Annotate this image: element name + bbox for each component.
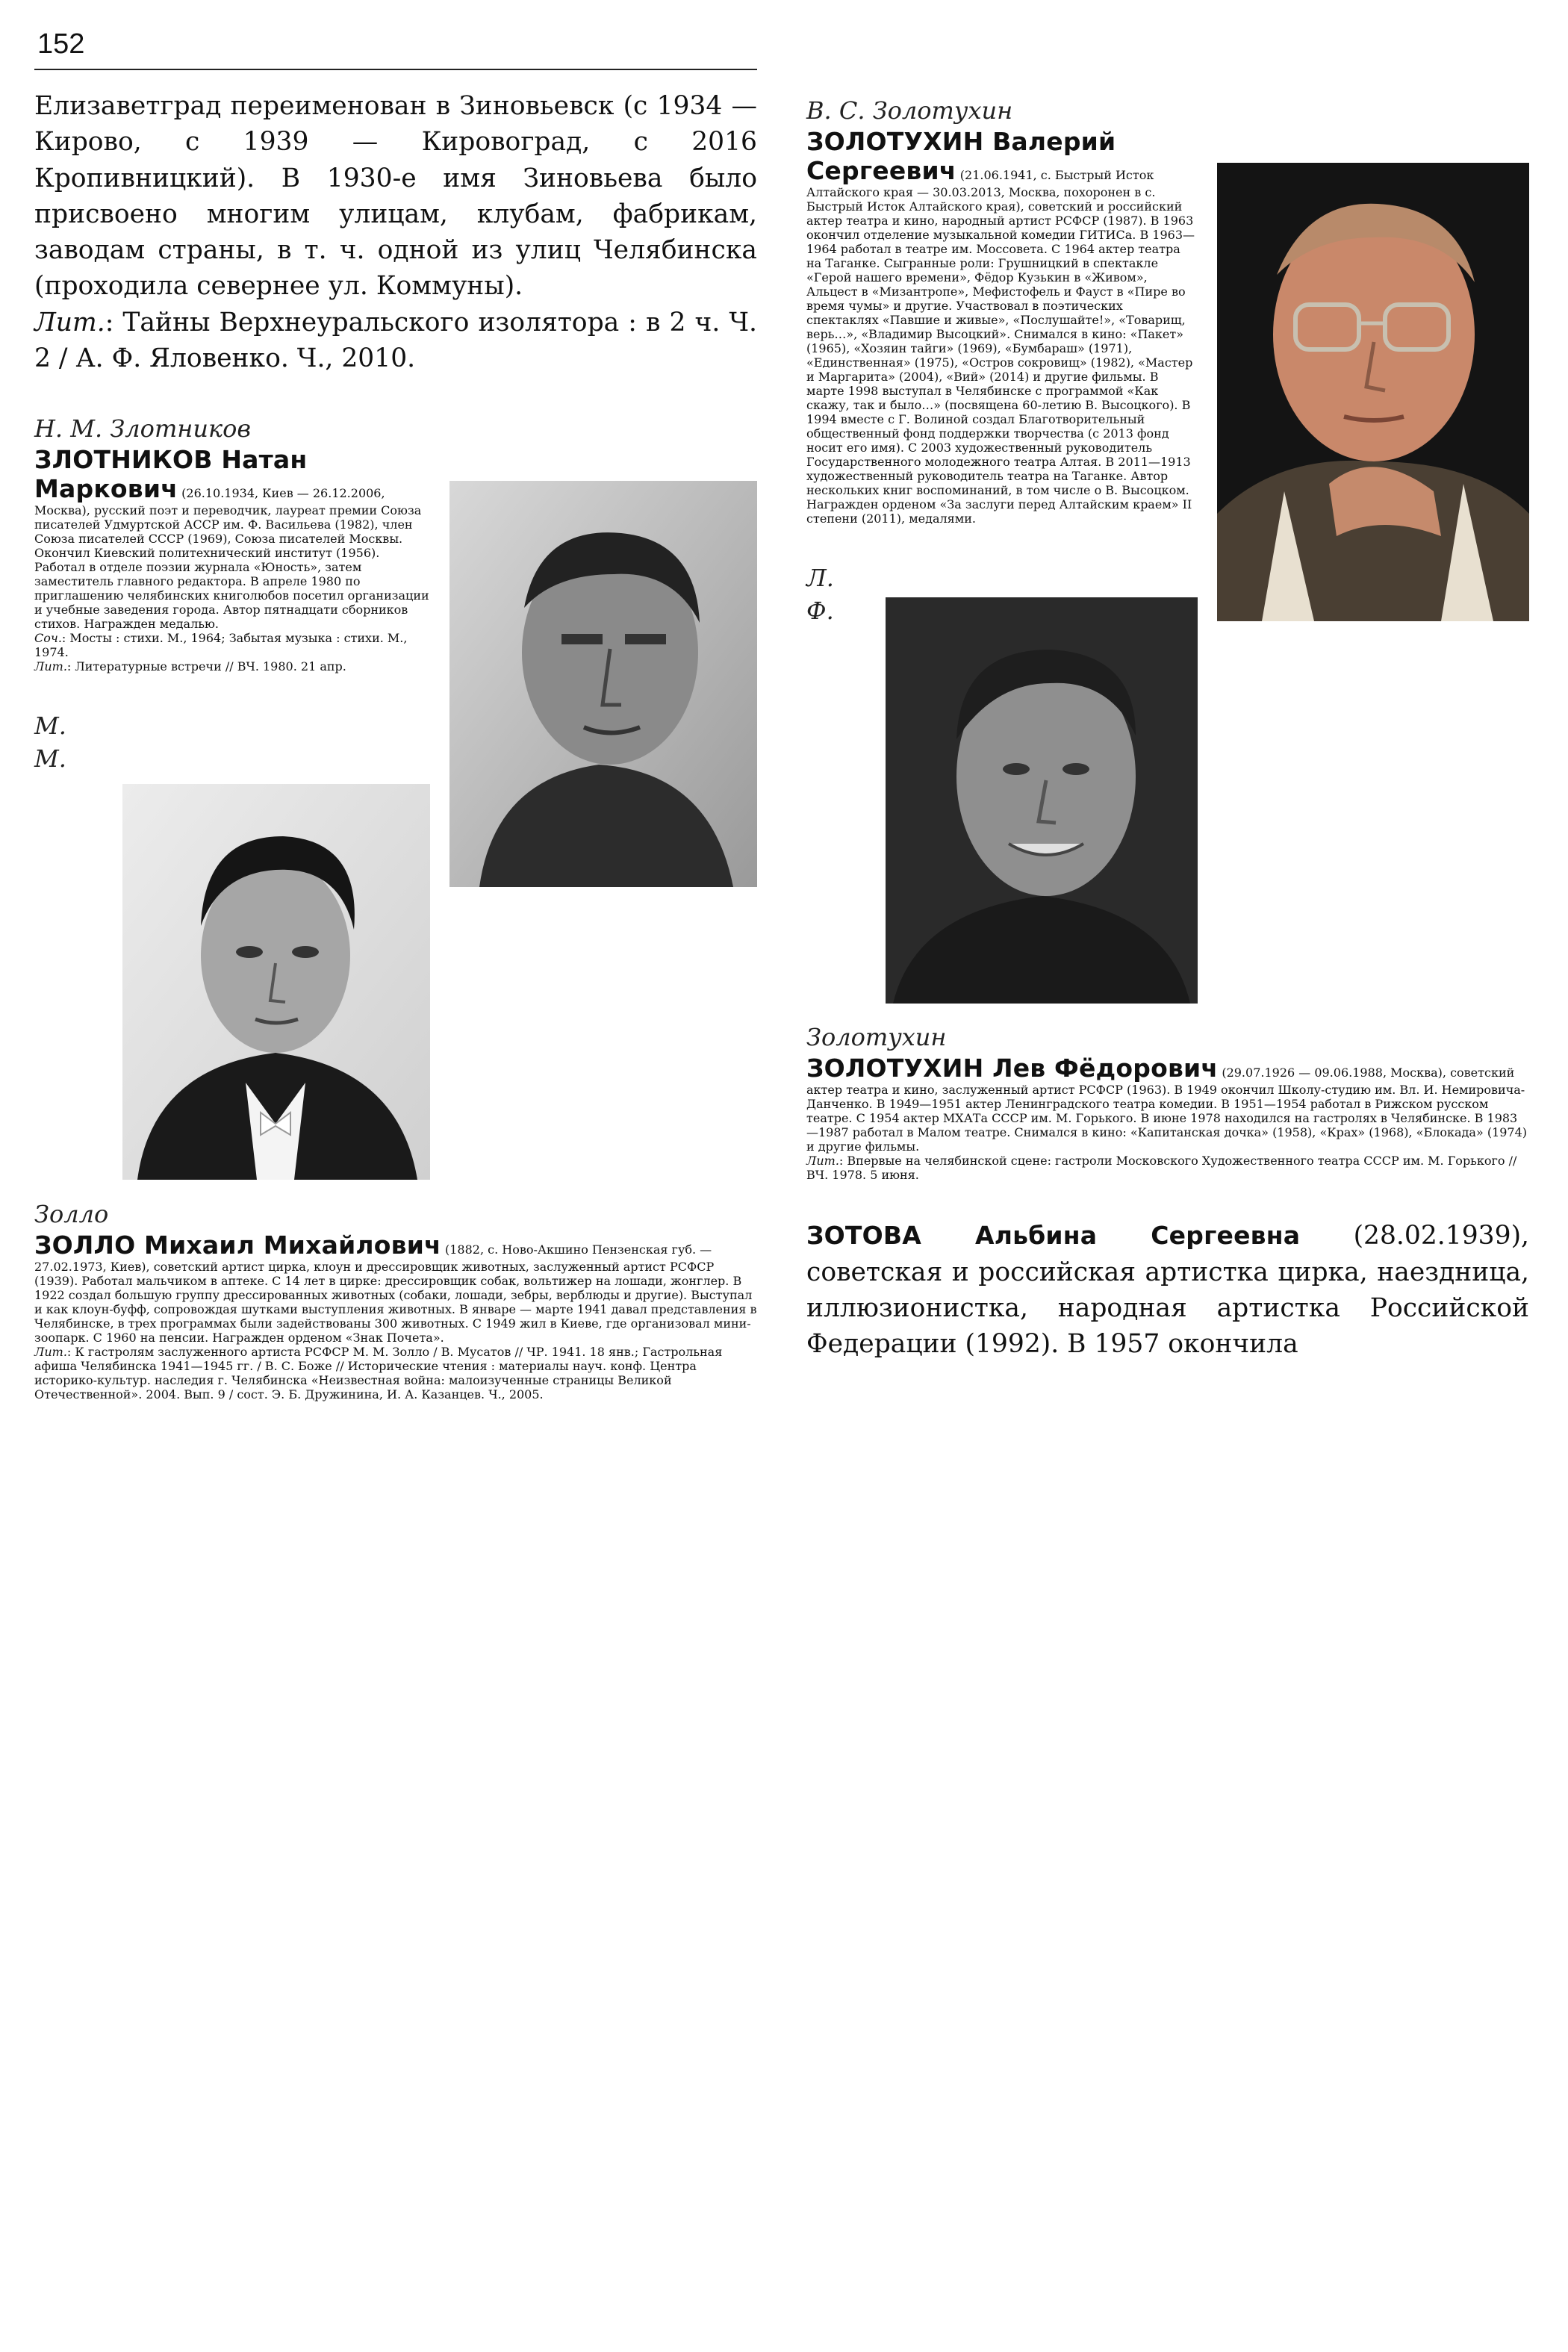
headword-zolotukhin-valery: ЗОЛОТУХИН Валерий Сергеевич [806, 127, 1116, 185]
entry-zlotnikov [34, 412, 757, 673]
headword-zotova: ЗОТОВА Альбина Сергеевна [806, 1221, 1301, 1251]
caption-zlotnikov: Н. М. Злотников [34, 414, 251, 444]
entry-zolotukhin-lev [806, 561, 1529, 1182]
portrait-photo-zollo [122, 784, 430, 1180]
page-number: 152 [37, 28, 85, 60]
right-column [806, 88, 1529, 1362]
figure-zlotnikov [449, 481, 757, 897]
lit-text: : Тайны Верхнеуральского изолятора : в 2 ч. Ч. 2 / А. Ф. Яловенко. Ч., 2010. [34, 307, 757, 374]
lit-text: : К гастролям заслуженного артиста РСФСР М. М. Золло / В. Мусатов // ЧР. 1941. 18 янв.; Гастрольная афиша Челябинска 1941—1945 гг. / В. С. Боже // Исторические чтения : материалы науч. конф. Центра историко-культур. наследия г. Челябинска «Неизвестная война: малоизученные страницы Великой Отечественной». 2004. Вып. 9 / сост. Э. Б. Дружинина, И. А. Казанцев. Ч., 2005. [34, 1344, 723, 1401]
body-zlotnikov: (26.10.1934, Киев — 26.12.2006, Москва), русский поэт и переводчик, лауреат премии Союза писателей Удмуртской АССР им. Ф. Васильева (1982), член Союза писателей СССР (1969), Союза писателей Москвы. Окончил Киевский политехнический институт (1956). Работал в отделе поэзии журнала «Юность», затем заместитель главного редактора. В апреле 1980 по приглашению челябинских книголюбов посетил организации и учебные заведения города. Автор пятнадцати сборников стихов. Награжден медалью. [34, 486, 429, 632]
body-zollo: (1882, с. Ново-Акшино Пензенская губ. — 27.02.1973, Киев), советский артист цирка, клоун и дрессировщик животных, заслуженный артист РСФСР (1939). Работал мальчиком в аптеке. С 14 лет в цирке: дрессировщик собак, вольтижер на лошади, жонглер. В 1922 создал большую группу дрессированных животных (собаки, лошади, зебры, верблюды и другие). Выступал и как клоун-буфф, сопровождая шутками выступления животных. В январе — марте 1941 давал представления в Челябинске, в трех программах были задействованы 300 животных. С 1949 жил в Киеве, где организовал мини-зоопарк. С 1960 на пенсии. Награжден орденом «Знак Почета». [34, 1242, 757, 1345]
figure-zolotukhin-lev [886, 597, 1198, 1013]
lit-label: Лит. [34, 1344, 67, 1359]
lit-label: Лит. [34, 307, 105, 337]
lit-text: : Впервые на челябинской сцене: гастроли Московского Художественного театра СССР им. М. Горького // ВЧ. 1978. 5 июня. [806, 1154, 1517, 1183]
headword-zlotnikov: ЗЛОТНИКОВ Натан Маркович [34, 445, 308, 504]
lit-text: : Литературные встречи // ВЧ. 1980. 21 апр. [66, 659, 346, 674]
portrait-photo-zlotnikov [449, 481, 757, 887]
headword-zollo: ЗОЛЛО Михаил Михайлович [34, 1230, 441, 1260]
lit-label: Лит. [34, 659, 67, 674]
body-zolotukhin-valery: (21.06.1941, с. Быстрый Исток Алтайского края — 30.03.2013, Москва, похоронен в с. Быстрый Исток Алтайского края), советский и российский актер театра и кино, народный артист РСФСР (1987). В 1963 окончил отделение музыкальной комедии ГИТИСа. В 1963—1964 работал в театре им. Моссовета. С 1964 актер театра на Таганке. Сыгранные роли: Грушницкий в спектакле «Герой нашего времени», Фёдор Кузькин в «Живом», Альцест в «Мизантропе», Мефистофель и Фауст в «Пире во время чумы» и другие. Участвовал в поэтических спектаклях «Павшие и живые», «Послушайте!», «Товарищ, верь…», «Владимир Высоцкий». Снимался в кино: «Пакет» (1965), «Хозяин тайги» (1969), «Бумбараш» (1971), «Единственная» (1975), «Остров сокровищ» (1982), «Мастер и Маргарита» (2004), «Вий» (2014) и другие фильмы. В марте 1998 выступал в Челябинске с программой «Как скажу, так и было…» (посвящена 60-летию В. Высоцкого). В 1994 вместе с Г. Волиной создал Благотворительный общественный фонд поддержки творчества (с 2013 фонд носит его имя). С 2003 художественный руководитель Государственного молодежного театра Алтая. В 2011—1913 художественный руководитель театра на Таганке. Автор нескольких книг воспоминаний, в том числе о В. Высоцком. Награжден орденом «За заслуги перед Алтайским краем» II степени (2011), медалями. [806, 168, 1195, 526]
header-rule [34, 69, 757, 70]
portrait-photo-zolotukhin-valery [1217, 163, 1529, 621]
entry-zolotukhin-valery [806, 94, 1529, 526]
soch-label: Соч. [34, 631, 62, 646]
caption-zolotukhin-lev: Л. Ф. Золотухин [806, 564, 947, 1052]
body-zolotukhin-lev: (29.07.1926 — 09.06.1988, Москва), советский актер театра и кино, заслуженный артист РСФСР (1963). В 1949 окончил Школу-студию им. Вл. И. Немировича-Данченко. В 1949—1951 актер Ленинградского театра комедии. В 1951—1954 работал в Рижском русском театре. С 1954 актер МХАТа СССР им. М. Горького. В июне 1978 находился на гастролях в Челябинске. В 1983—1987 работал в Малом театре. Снимался в кино: «Капитанская дочка» (1958), «Крах» (1968), «Блокада» (1974) и другие фильмы. [806, 1065, 1528, 1154]
caption-zollo: М. М. Золло [34, 712, 109, 1228]
headword-zolotukhin-lev: ЗОЛОТУХИН Лев Фёдорович [806, 1054, 1219, 1083]
soch-text: : Мосты : стихи. М., 1964; Забытая музыка : стихи. М., 1974. [34, 631, 408, 660]
entry-intro-continuation [34, 88, 757, 376]
body-zotova: (28.02.1939), советская и российская артистка цирка, наездница, иллюзионистка, народная артистка Российской Федерации (1992). В 1957 окончила [806, 1221, 1529, 1360]
left-column [34, 88, 757, 1413]
figure-zolotukhin-valery [1217, 163, 1529, 631]
caption-zolotukhin-valery: В. С. Золотухин [806, 96, 1013, 125]
figure-zollo [122, 784, 430, 1189]
portrait-photo-zolotukhin-lev [886, 597, 1198, 1004]
lit-label: Лит. [806, 1154, 839, 1169]
entry-zotova [806, 1218, 1529, 1362]
intro-text: Елизаветград переименован в Зиновьевск (с 1934 — Кирово, с 1939 — Кировоград, с 2016 Кропивницкий). В 1930-е имя Зиновьева было присвоено многим улицам, клубам, фабрикам, заводам страны, в т. ч. одной из улиц Челябинска (проходила севернее ул. Коммуны). [34, 91, 757, 302]
